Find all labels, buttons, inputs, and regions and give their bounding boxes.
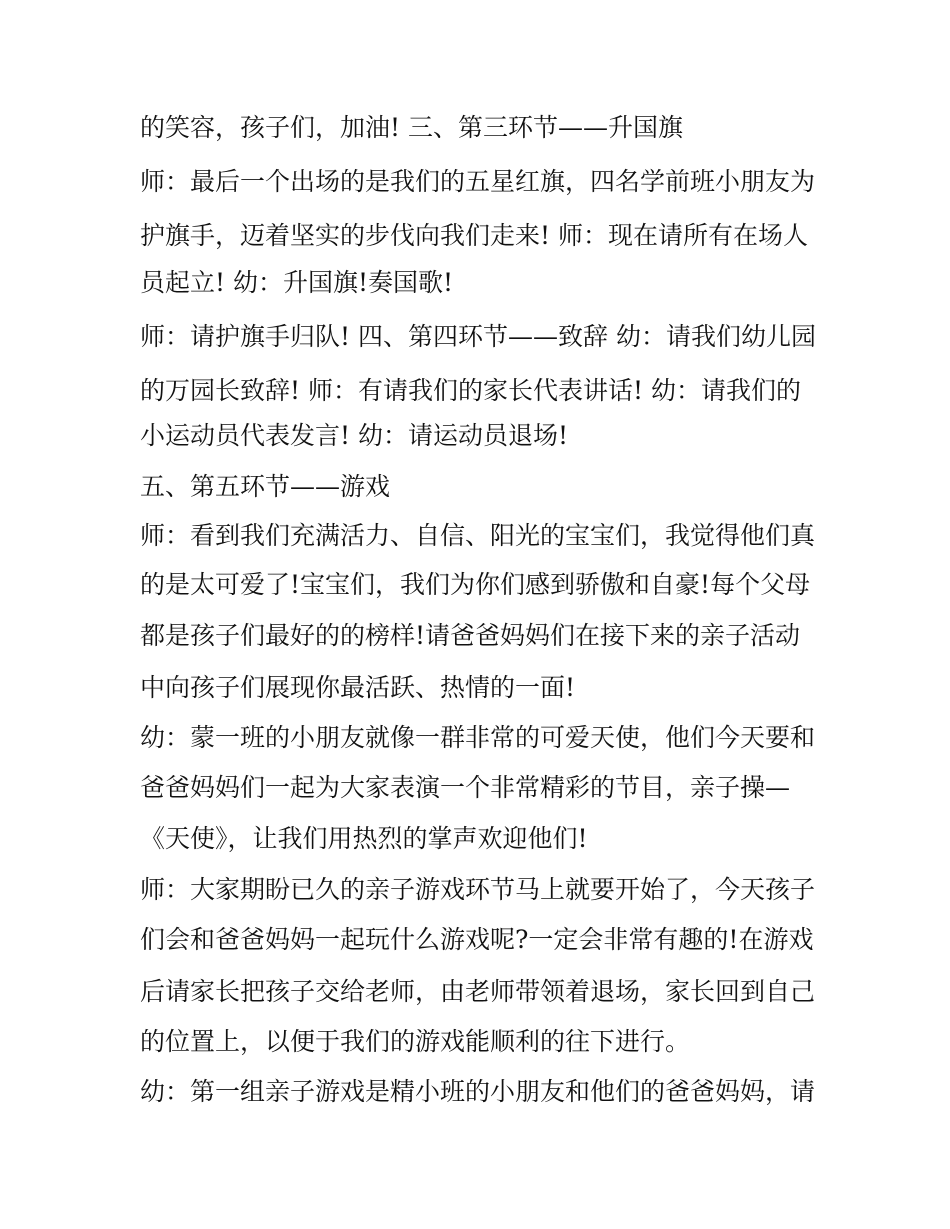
- text-line: 幼：第一组亲子游戏是精小班的小朋友和他们的爸爸妈妈，请: [140, 1077, 816, 1106]
- text-line: 的笑容，孩子们，加油! 三、第三环节——升国旗: [140, 113, 683, 142]
- text-line: 的是太可爱了!宝宝们，我们为你们感到骄傲和自豪!每个父母: [140, 570, 811, 599]
- text-line: 五、第五环节——游戏: [140, 472, 391, 501]
- text-line: 幼：蒙一班的小朋友就像一群非常的可爱天使，他们今天要和: [140, 723, 816, 752]
- text-line: 中向孩子们展现你最活跃、热情的一面!: [140, 673, 576, 702]
- text-line: 护旗手，迈着坚实的步伐向我们走来! 师：现在请所有在场人: [140, 221, 808, 250]
- text-line: 师：大家期盼已久的亲子游戏环节马上就要开始了，今天孩子: [140, 875, 816, 904]
- text-line: 《天使》，让我们用热烈的掌声欢迎他们!: [140, 824, 588, 853]
- text-line: 师：最后一个出场的是我们的五星红旗，四名学前班小朋友为: [140, 167, 816, 196]
- text-line: 后请家长把孩子交给老师，由老师带领着退场，家长回到自己: [140, 977, 816, 1006]
- text-line: 的万园长致辞! 师：有请我们的家长代表讲话! 幼：请我们的: [140, 376, 801, 405]
- text-line: 爸爸妈妈们一起为大家表演一个非常精彩的节目，亲子操—: [140, 773, 791, 802]
- text-line: 师：看到我们充满活力、自信、阳光的宝宝们，我觉得他们真: [140, 521, 816, 550]
- text-line: 们会和爸爸妈妈一起玩什么游戏呢?一定会非常有趣的!在游戏: [140, 925, 814, 954]
- text-line: 员起立! 幼：升国旗!奏国歌!: [140, 268, 454, 297]
- text-line: 都是孩子们最好的的榜样!请爸爸妈妈们在接下来的亲子活动: [140, 621, 801, 650]
- text-line: 小运动员代表发言! 幼：请运动员退场!: [140, 421, 569, 450]
- text-line: 师：请护旗手归队! 四、第四环节——致辞 幼：请我们幼儿园: [140, 322, 816, 351]
- text-line: 的位置上，以便于我们的游戏能顺利的往下进行。: [140, 1027, 691, 1056]
